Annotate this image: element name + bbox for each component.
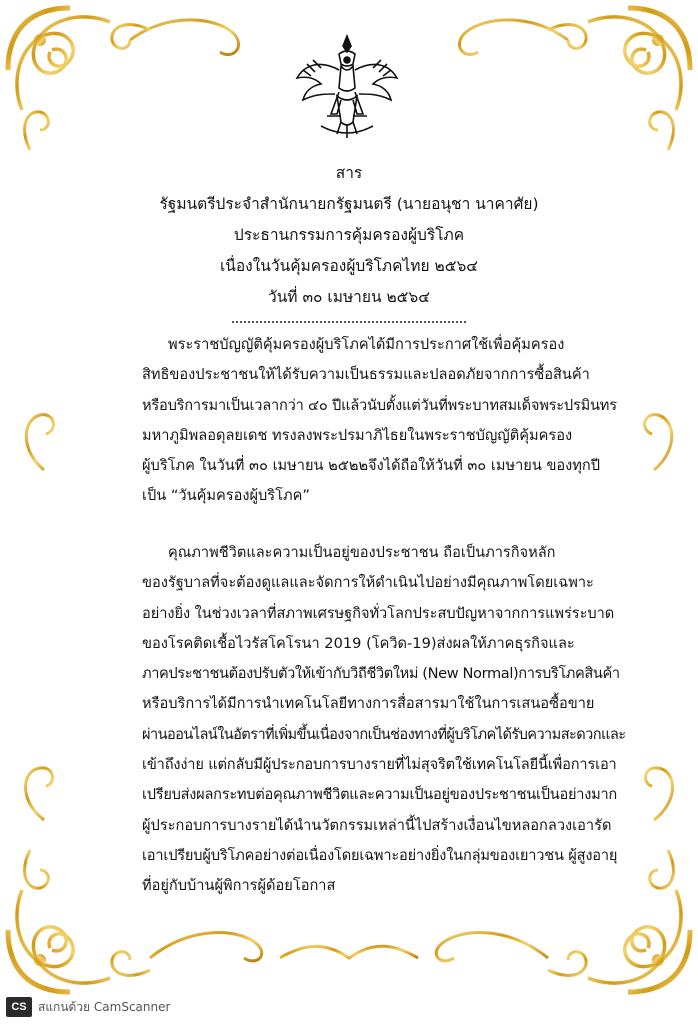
paragraph-line: ของโรคติดเชื้อไวรัสโคโรนา 2019 (โควิด-19)ส่งผลให้ภาคธุรกิจและ xyxy=(142,634,575,652)
paragraph-1 xyxy=(142,330,617,512)
camscanner-label: สแกนด้วย CamScanner xyxy=(38,999,171,1014)
paragraph-line: อย่างยิ่ง ในช่วงเวลาที่สภาพเศรษฐกิจทั่วโลกประสบปัญหาจากการแพร่ระบาด xyxy=(142,604,615,622)
heading-title: สาร xyxy=(335,164,363,182)
heading-chairman: ประธานกรรมการคุ้มครองผู้บริโภค xyxy=(233,226,465,244)
camscanner-watermark xyxy=(6,996,170,1018)
paragraph-line: หรือบริการมาเป็นเวลากว่า ๔๐ ปีแล้วนับตั้งแต่วันที่พระบาทสมเด็จพระปรมินทร xyxy=(142,396,617,414)
heading-date: วันที่ ๓๐ เมษายน ๒๕๖๔ xyxy=(268,288,430,306)
paragraph-line: สิทธิของประชาชนให้ได้รับความเป็นธรรมและปลอดภัยจากการซื้อสินค้า xyxy=(142,366,590,384)
paragraph-line: คุณภาพชีวิตและความเป็นอยู่ของประชาชน ถือเป็นภารกิจหลัก xyxy=(168,544,556,561)
paragraph-line: เป็น “วันคุ้มครองผู้บริโภค” xyxy=(142,487,310,505)
paragraph-line: ของรัฐบาลที่จะต้องดูแลและจัดการให้ดำเนินไปอย่างมีคุณภาพโดยเฉพาะ xyxy=(142,574,594,592)
paragraph-line: ภาคประชาชนต้องปรับตัวให้เข้ากับวิถีชีวิตใหม่ (New Normal)การบริโภคสินค้า xyxy=(142,665,620,683)
paragraph-2 xyxy=(142,538,626,902)
paragraph-line: ที่อยู่กับบ้านผู้พิการผู้ด้อยโอกาส xyxy=(142,877,336,895)
paragraph-line: ผู้ประกอบการบางรายได้นำนวัตกรรมเหล่านี้ไปสร้างเงื่อนไขหลอกลวงเอารัด xyxy=(142,816,612,834)
paragraph-line: ผ่านออนไลน์ในอัตราที่เพิ่มขึ้นเนื่องจากเป็นช่องทางที่ผู้บริโภคได้รับความสะดวกและ xyxy=(142,725,626,743)
paragraph-line: หรือบริการได้มีการนำเทคโนโลยีทางการสื่อสารมาใช้ในการเสนอซื้อขาย xyxy=(142,695,595,713)
paragraph-line: ผู้บริโภค ในวันที่ ๓๐ เมษายน ๒๕๒๒จึงได้ถือให้วันที่ ๓๐ เมษายน ของทุกปี xyxy=(142,457,601,475)
message-heading xyxy=(80,158,618,313)
paragraph-line: มหาภูมิพลอดุลยเดช ทรงลงพระปรมาภิไธยในพระราชบัญญัติคุ้มครอง xyxy=(142,426,573,444)
paragraph-line: เปรียบส่งผลกระทบต่อคุณภาพชีวิตและความเป็นอยู่ของประชาชนเป็นอย่างมาก xyxy=(142,786,617,804)
camscanner-logo-icon: CS xyxy=(6,997,32,1017)
heading-minister: รัฐมนตรีประจำสำนักนายกรัฐมนตรี (นายอนุชา นาคาศัย) xyxy=(159,195,539,213)
paragraph-line: พระราชบัญญัติคุ้มครองผู้บริโภคได้มีการประกาศใช้เพื่อคุ้มครอง xyxy=(168,336,565,353)
garuda-emblem-icon xyxy=(291,30,403,142)
paragraph-line: เข้าถึงง่าย แต่กลับมีผู้ประกอบการบางรายที่ไม่สุจริตใช้เทคโนโลยีนี้เพื่อการเอา xyxy=(142,756,617,774)
heading-occasion: เนื่องในวันคุ้มครองผู้บริโภคไทย ๒๕๖๔ xyxy=(219,257,479,275)
paragraph-line: เอาเปรียบผู้บริโภคอย่างต่อเนื่องโดยเฉพาะอย่างยิ่งในกลุ่มของเยาวชน ผู้สูงอายุ xyxy=(142,846,618,864)
dotted-divider xyxy=(232,321,466,323)
